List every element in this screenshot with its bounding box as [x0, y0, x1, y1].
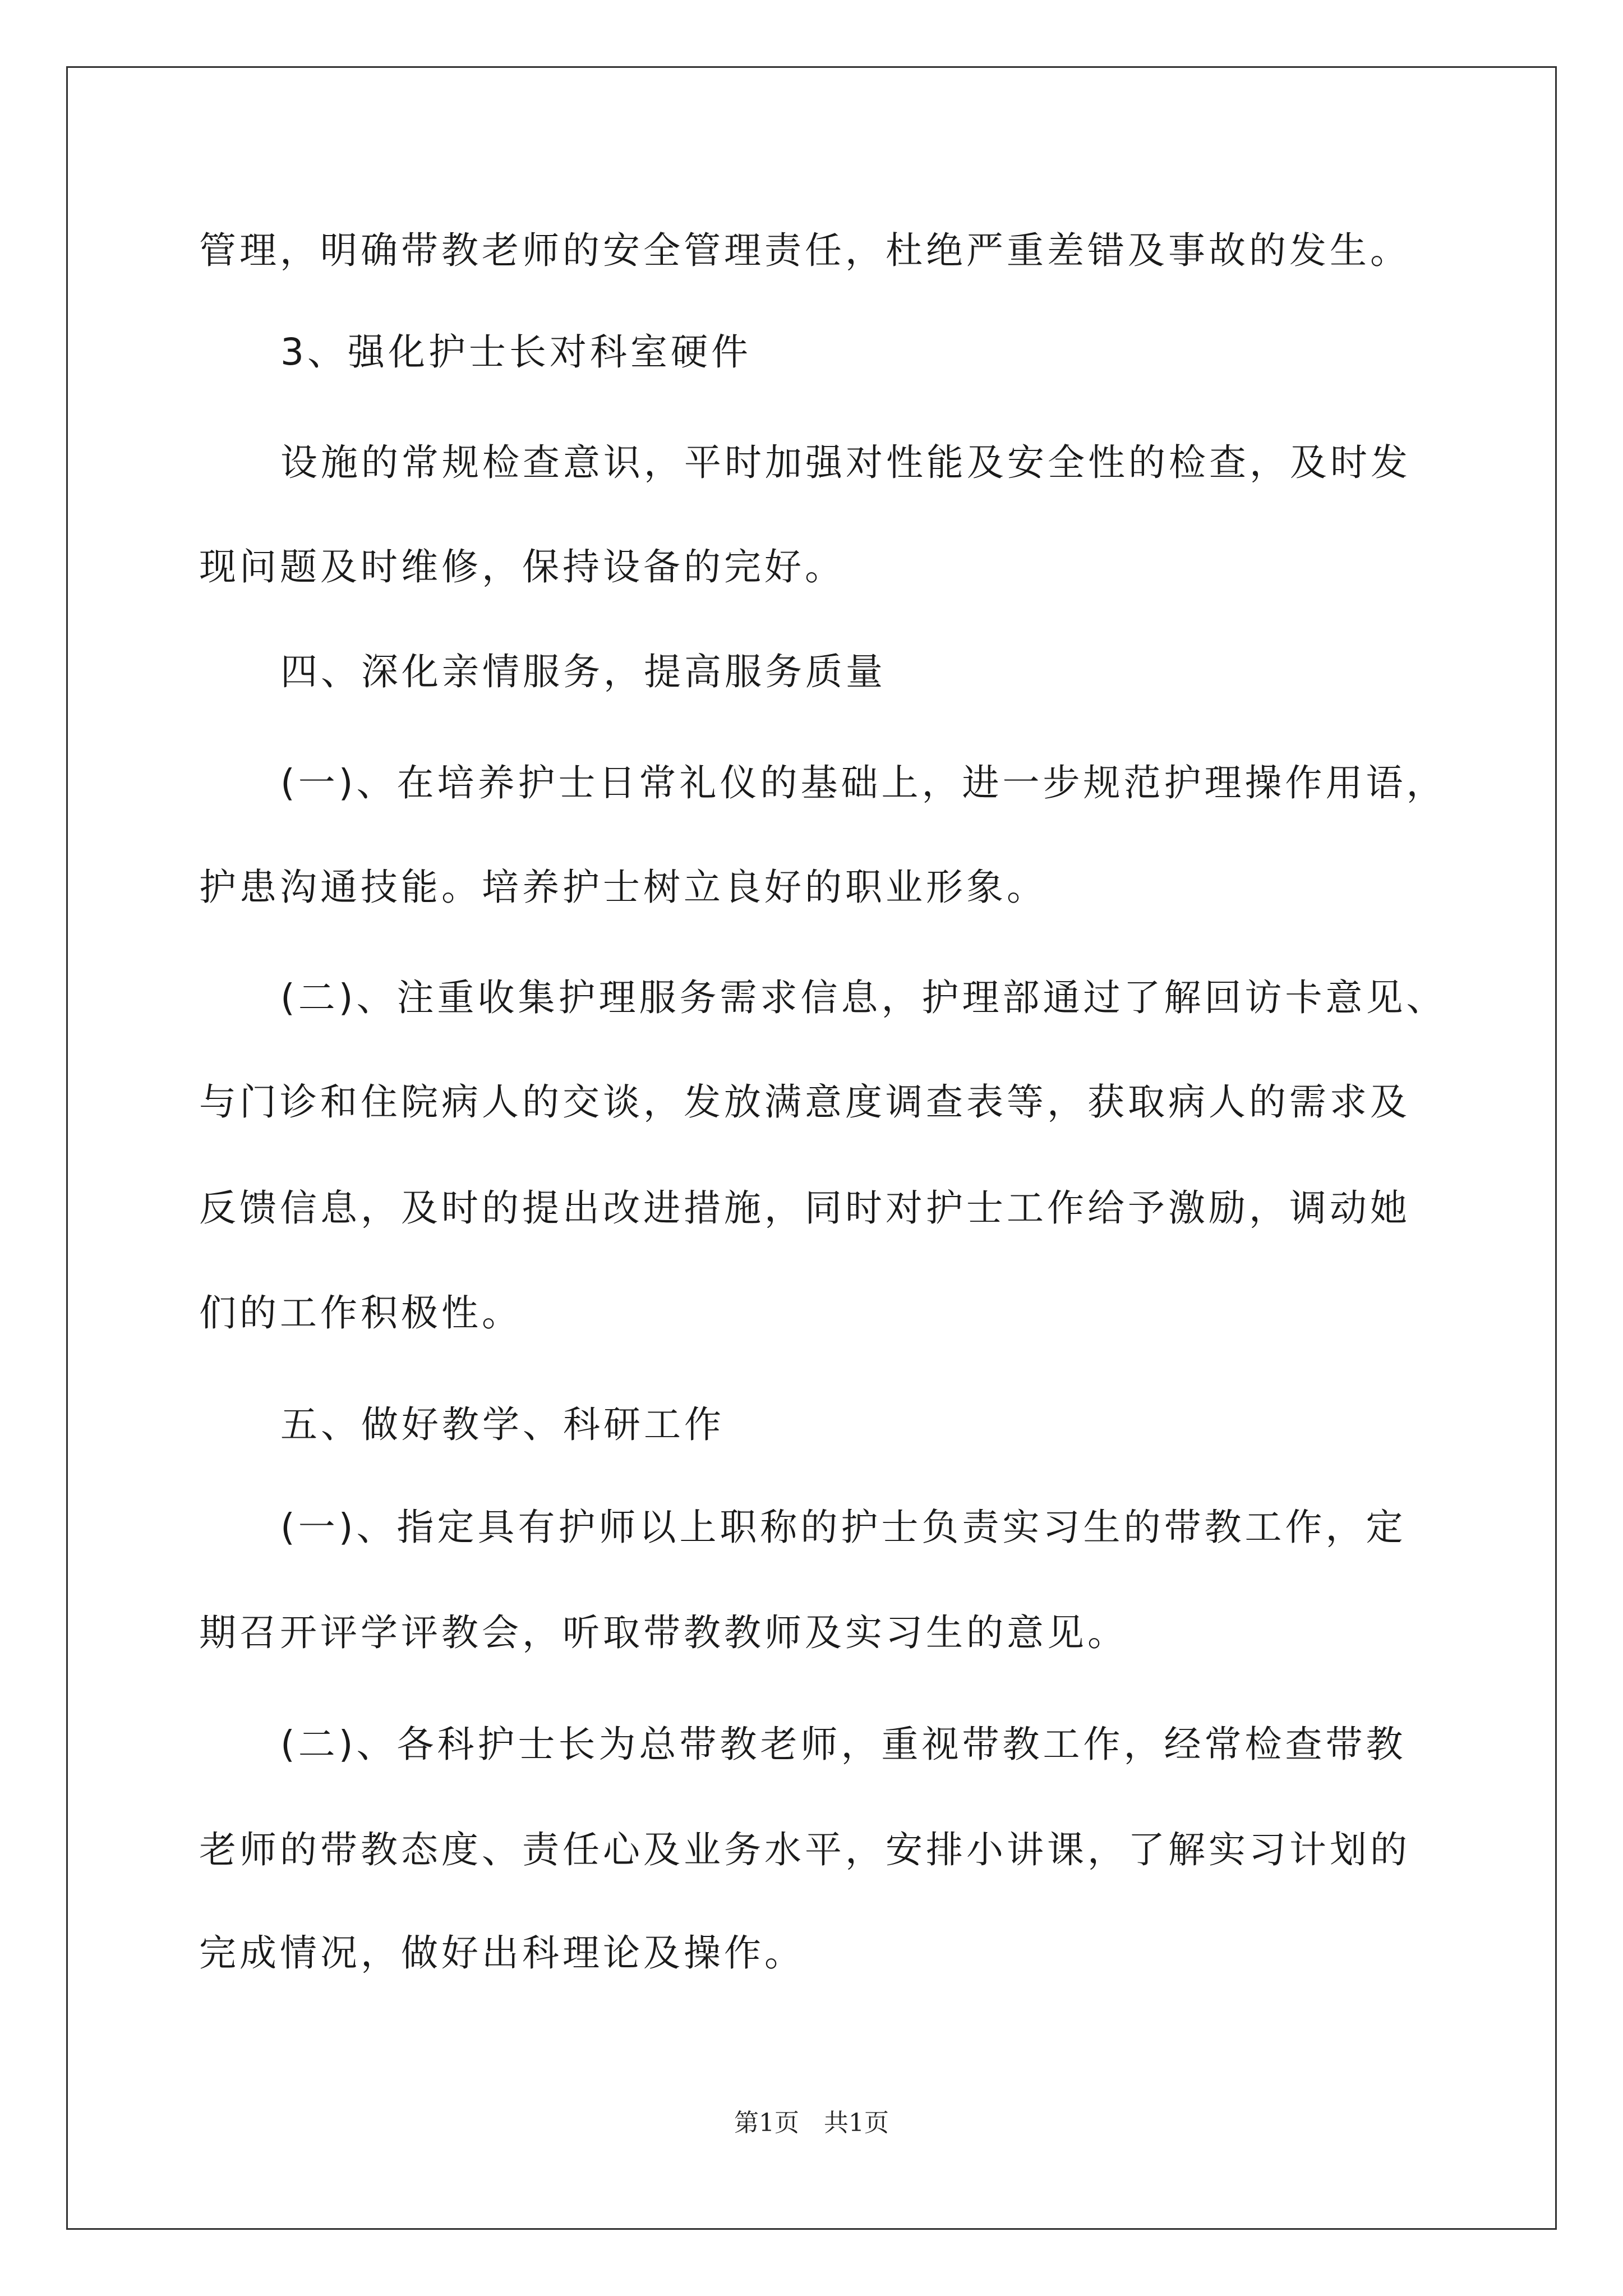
text-line-13: (一)、指定具有护师以上职称的护士负责实习生的带教工作，定 [280, 1506, 1407, 1549]
page-footer: 第1页 共1页 [734, 2109, 889, 2137]
text-line-08: (二)、注重收集护理服务需求信息，护理部通过了解回访卡意见、 [280, 976, 1447, 1019]
page-border [66, 66, 1557, 2230]
text-line-05: 四、深化亲情服务，提高服务质量 [280, 650, 886, 693]
text-line-01: 管理，明确带教老师的安全管理责任，杜绝严重差错及事故的发生。 [199, 229, 1410, 272]
text-line-16: 老师的带教态度、责任心及业务水平，安排小讲课，了解实习计划的 [199, 1828, 1410, 1871]
text-line-14: 期召开评学评教会，听取带教教师及实习生的意见。 [199, 1611, 1128, 1654]
text-line-09: 与门诊和住院病人的交谈，发放满意度调查表等，获取病人的需求及 [199, 1080, 1410, 1124]
text-line-07: 护患沟通技能。培养护士树立良好的职业形象。 [199, 866, 1047, 909]
text-line-03: 设施的常规检查意识，平时加强对性能及安全性的检查，及时发 [280, 441, 1411, 484]
text-line-04: 现问题及时维修，保持设备的完好。 [199, 545, 845, 588]
text-line-06: (一)、在培养护士日常礼仪的基础上，进一步规范护理操作用语， [280, 761, 1447, 804]
text-line-12: 五、做好教学、科研工作 [280, 1403, 725, 1446]
text-line-17: 完成情况，做好出科理论及操作。 [199, 1931, 805, 1975]
text-line-02: 3、强化护士长对科室硬件 [280, 330, 751, 374]
text-line-10: 反馈信息，及时的提出改进措施，同时对护士工作给予激励，调动她 [199, 1186, 1410, 1230]
text-line-15: (二)、各科护士长为总带教老师，重视带教工作，经常检查带教 [280, 1723, 1407, 1766]
text-line-11: 们的工作积极性。 [199, 1291, 522, 1335]
